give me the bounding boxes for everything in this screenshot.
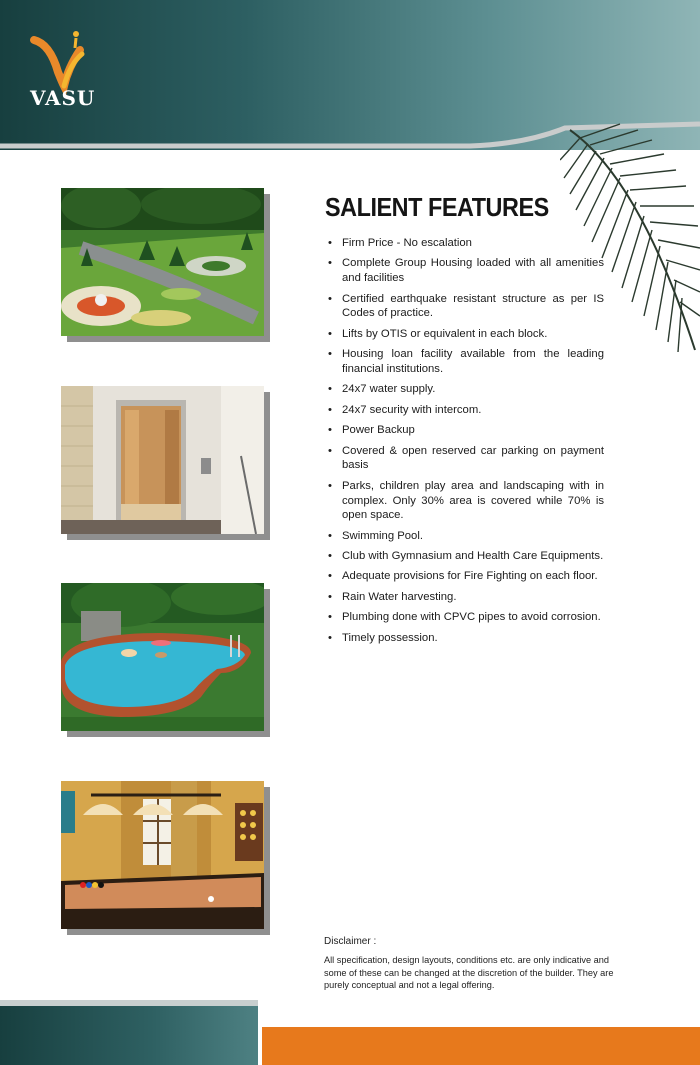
- footer-orange-band: [262, 1027, 700, 1065]
- photo-swimming-pool: [61, 583, 264, 731]
- photo-elevator: [61, 386, 264, 534]
- list-item: • Lifts by OTIS or equivalent in each block.: [328, 327, 548, 340]
- features-list: [326, 236, 604, 651]
- list-item: • Rain Water harvesting.: [328, 590, 457, 603]
- list-item: • Certified earthquake resistant structure as per IS Codes of practice.: [328, 292, 604, 320]
- footer-teal-band: [0, 1006, 258, 1065]
- list-item: • Complete Group Housing loaded with all amenities and facilities: [328, 257, 604, 285]
- photo-billiards-room: [61, 781, 264, 929]
- brand-name: VASU: [30, 86, 96, 110]
- list-item: • Swimming Pool.: [328, 529, 423, 542]
- list-item: • Covered & open reserved car parking on payment basis: [328, 444, 604, 472]
- list-item: • Plumbing done with CPVC pipes to avoid corrosion.: [328, 611, 601, 624]
- list-item: • Housing loan facility available from the leading financial institutions.: [328, 348, 604, 375]
- list-item: • Adequate provisions for Fire Fighting on each floor.: [328, 570, 598, 583]
- list-item: • Timely possession.: [328, 631, 438, 644]
- list-item: • Power Backup: [328, 424, 415, 437]
- list-item: • Firm Price - No escalation: [328, 237, 472, 249]
- list-item: • 24x7 security with intercom.: [328, 403, 482, 416]
- disclaimer-title: Disclaimer :: [324, 936, 377, 947]
- list-item: • 24x7 water supply.: [328, 383, 436, 396]
- photo-garden: [61, 188, 264, 336]
- page-title: SALIENT FEATURES: [325, 192, 549, 222]
- list-item: • Parks, children play area and landscaping with in complex. Only 30% area is covered while 70% is open space.: [328, 479, 604, 522]
- list-item: • Club with Gymnasium and Health Care Equipments.: [328, 550, 604, 563]
- disclaimer-text: All specification, design layouts, conditions etc. are only indicative and some of these can be changed at the discretion of the builder. They are purely conceptual and not a legal offering.: [324, 955, 614, 990]
